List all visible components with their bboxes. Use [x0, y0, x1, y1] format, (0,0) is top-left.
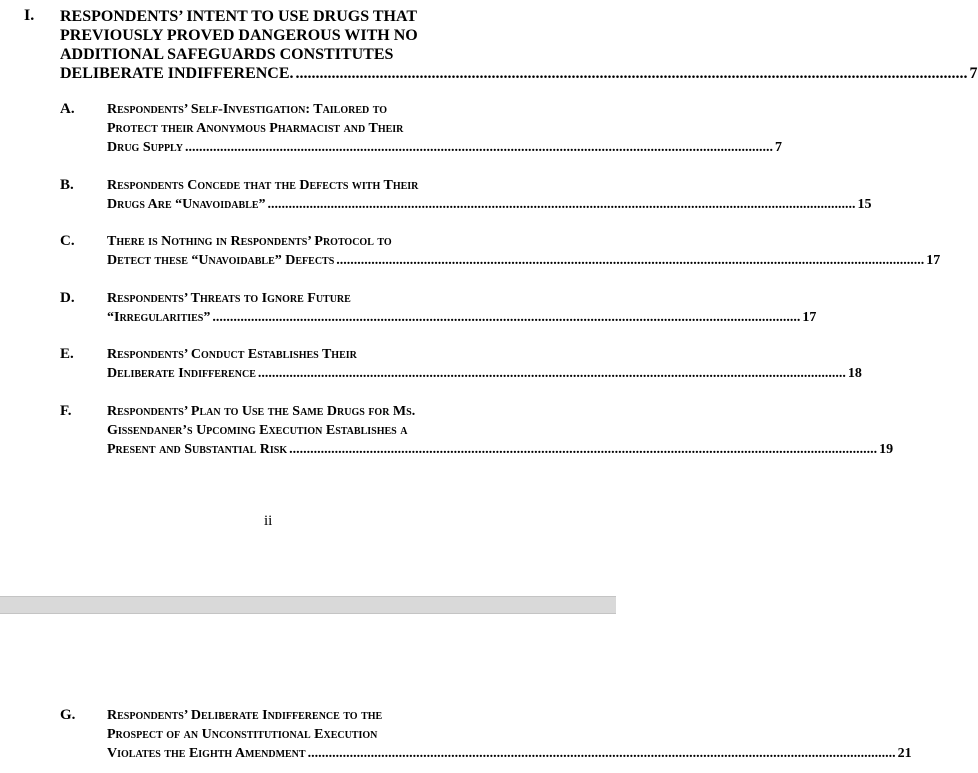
page-separator: [0, 596, 616, 614]
toc-line: Respondents’ Deliberate Indifference to the: [107, 708, 383, 723]
leader-dots: ........................................................................................................................................................................: [295, 65, 968, 82]
toc-page-number: 7: [969, 65, 978, 82]
toc-line-last: [107, 440, 894, 459]
toc-letter: D.: [60, 290, 75, 306]
toc-line: Detect these “Unavoidable” Defects: [107, 253, 335, 268]
toc-line: Respondents’ Self-Investigation: Tailored to: [107, 102, 388, 117]
toc-line-last: [107, 364, 862, 383]
toc-subheading-text: [107, 706, 912, 763]
toc-line: Violates the Eighth Amendment: [107, 746, 306, 761]
toc-line: Present and Substantial Risk: [107, 442, 288, 457]
toc-page-number: 7: [775, 140, 783, 155]
toc-letter: F.: [60, 403, 72, 419]
toc-line-last: [107, 138, 783, 157]
toc-line: Gissendaner’s Upcoming Execution Establishes a: [107, 423, 408, 438]
toc-line: Respondents’ Conduct Establishes Their: [107, 347, 357, 362]
toc-line: PREVIOUSLY PROVED DANGEROUS WITH NO: [60, 27, 418, 44]
page-footer-number: ii: [264, 513, 273, 529]
leader-dots: ........................................................................................................................................................................: [307, 746, 896, 761]
toc-page-number: 21: [897, 746, 912, 761]
toc-line: Prospect of an Unconstitutional Execution: [107, 727, 378, 742]
leader-dots: ........................................................................................................................................................................: [267, 197, 856, 212]
toc-subheading-text: [107, 176, 872, 214]
toc-line: Respondents Concede that the Defects with Their: [107, 178, 419, 193]
toc-letter: G.: [60, 707, 76, 723]
leader-dots: ........................................................................................................................................................................: [185, 140, 774, 155]
toc-line: Drug Supply: [107, 140, 184, 155]
toc-letter: C.: [60, 233, 75, 249]
leader-dots: ........................................................................................................................................................................: [212, 310, 801, 325]
toc-page-number: 18: [847, 366, 862, 381]
toc-page-number: 17: [926, 253, 941, 268]
toc-subheading-text: [107, 402, 894, 459]
toc-heading-text: [60, 7, 978, 83]
toc-page-number: 15: [857, 197, 872, 212]
toc-subheading-text: [107, 100, 783, 157]
toc-line: Respondents’ Plan to Use the Same Drugs for Ms.: [107, 404, 416, 419]
toc-line: Respondents’ Threats to Ignore Future: [107, 291, 351, 306]
toc-line: ADDITIONAL SAFEGUARDS CONSTITUTES: [60, 46, 394, 63]
toc-subheading-text: [107, 289, 817, 327]
toc-line: Protect their Anonymous Pharmacist and Their: [107, 121, 404, 136]
toc-line-last: [107, 195, 872, 214]
toc-line: DELIBERATE INDIFFERENCE.: [60, 65, 294, 82]
toc-page-number: 17: [802, 310, 817, 325]
toc-letter: A.: [60, 101, 75, 117]
toc-line: Deliberate Indifference: [107, 366, 256, 381]
leader-dots: ........................................................................................................................................................................: [336, 253, 925, 268]
toc-line-last: [107, 744, 912, 763]
toc-line: RESPONDENTS’ INTENT TO USE DRUGS THAT: [60, 8, 417, 25]
toc-line: There is Nothing in Respondents’ Protocol to: [107, 234, 392, 249]
leader-dots: ........................................................................................................................................................................: [289, 442, 878, 457]
toc-line-last: [107, 251, 941, 270]
toc-page-number: 19: [879, 442, 894, 457]
toc-number: I.: [24, 7, 35, 24]
toc-subheading-text: [107, 345, 862, 383]
toc-line-last: [107, 308, 817, 327]
toc-subheading-text: [107, 232, 941, 270]
leader-dots: ........................................................................................................................................................................: [257, 366, 846, 381]
toc-line: “Irregularities”: [107, 310, 211, 325]
toc-line-last: [60, 64, 978, 83]
toc-letter: E.: [60, 346, 74, 362]
document-page-2: [0, 614, 912, 773]
toc-line: Drugs Are “Unavoidable”: [107, 197, 266, 212]
toc-letter: B.: [60, 177, 74, 193]
